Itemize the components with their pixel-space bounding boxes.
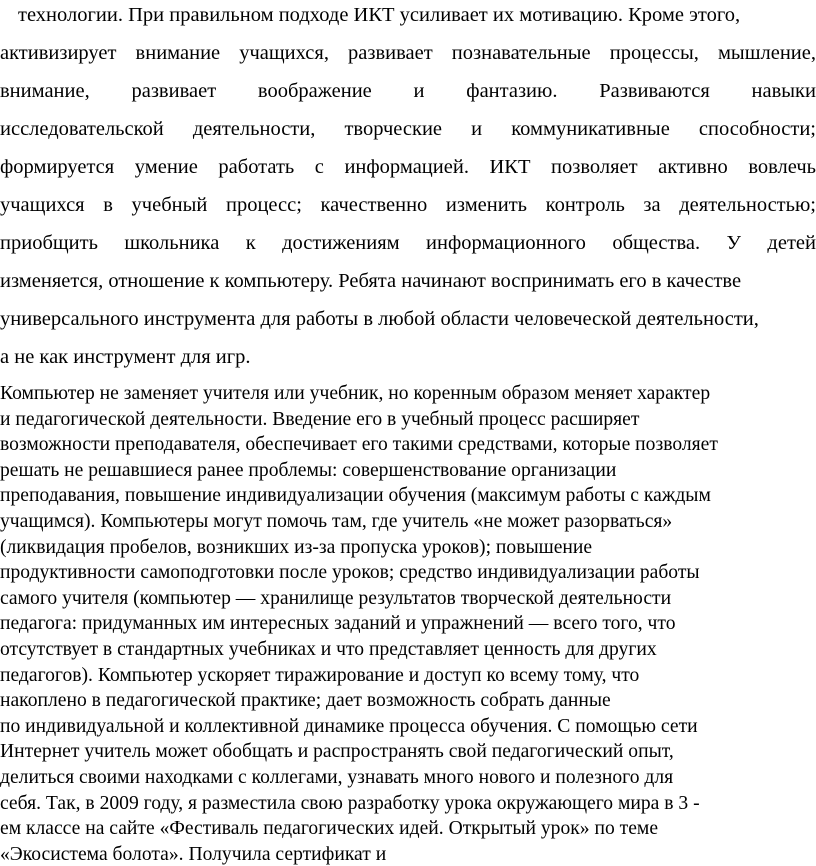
text-line: формируется умение работать с информацией. ИКТ позволяет активно вовлечь	[0, 156, 816, 178]
text-line: себя. Так, в 2009 году, я разместила свою разработку урока окружающего мира в 3 -	[0, 792, 700, 814]
text-line: а не как инструмент для игр.	[0, 346, 251, 368]
text-line: ем классе на сайте «Фестиваль педагогических идей. Открытый урок» по теме	[0, 818, 659, 840]
text-line: педагогов). Компьютер ускоряет тиражирование и доступ ко всему тому, что	[0, 664, 640, 686]
text-line: учащимся). Компьютеры могут помочь там, где учитель «не может разорваться»	[0, 511, 673, 532]
text-line: и педагогической деятельности. Введение его в учебный процесс расширяет	[0, 408, 640, 430]
text-line: (ликвидация пробелов, возникших из-за пропуска уроков); повышение	[0, 536, 593, 558]
text-line: решать не решавшиеся ранее проблемы: совершенствование организации	[0, 459, 617, 481]
text-line: учащихся в учебный процесс; качественно изменить контроль за деятельностью;	[0, 194, 816, 216]
text-line: приобщить школьника к достижениям информационного общества. У детей	[0, 232, 816, 254]
text-line: изменяется, отношение к компьютеру. Ребята начинают воспринимать его в качестве	[0, 270, 742, 292]
text-line: исследовательской деятельности, творческие и коммуникативные способности;	[0, 118, 816, 140]
text-line: возможности преподавателя, обеспечивает его такими средствами, которые позволяет	[0, 434, 718, 456]
text-line: отсутствует в стандартных учебниках и что представляет ценность для других	[0, 639, 657, 660]
text-line: Интернет учитель может обобщать и распространять свой педагогический опыт,	[0, 741, 674, 763]
text-line: Компьютер не заменяет учителя или учебник, но коренным образом меняет характер	[0, 383, 711, 404]
text-line: внимание, развивает воображение и фантазию. Развиваются навыки	[0, 80, 816, 102]
text-line: «Экосистема болота». Получила сертификат и	[0, 843, 387, 865]
text-line: преподавания, повышение индивидуализации обучения (максимум работы с каждым	[0, 485, 711, 507]
text-line: по индивидуальной и коллективной динамике процесса обучения. С помощью сети	[0, 715, 698, 737]
text-line: активизирует внимание учащихся, развивает познавательные процессы, мышление,	[0, 42, 816, 64]
text-line: универсального инструмента для работы в любой области человеческой деятельности,	[0, 308, 759, 330]
text-line: делиться своими находками с коллегами, узнавать много нового и полезного для	[0, 767, 674, 788]
text-line: накоплено в педагогической практике; дает возможность собрать данные	[0, 690, 611, 712]
text-line: технологии. При правильном подходе ИКТ усиливает их мотивацию. Кроме этого,	[18, 4, 741, 26]
text-line: педагога: придуманных им интересных заданий и упражнений — всего того, что	[0, 613, 676, 635]
text-line: продуктивности самоподготовки после уроков; средство индивидуализации работы	[0, 562, 700, 584]
text-line: самого учителя (компьютер — хранилище результатов творческой деятельности	[0, 587, 672, 609]
